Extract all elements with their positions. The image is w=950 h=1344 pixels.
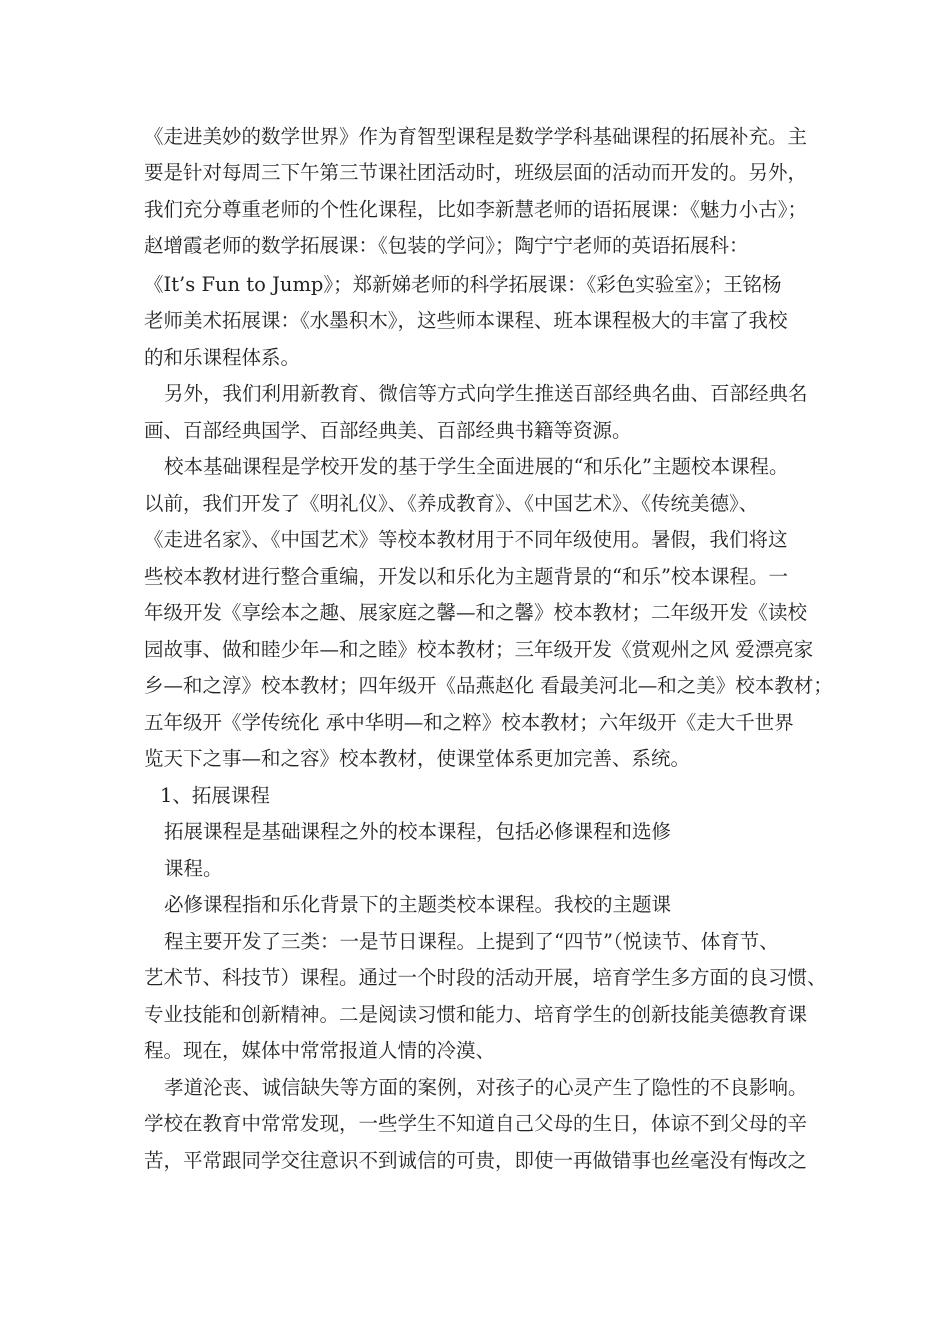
text-line: 园故事、做和睦少年—和之睦》校本教材；三年级开发《赏观州之风 爱漂亮家	[144, 638, 814, 661]
section-heading: 1、拓展课程	[160, 784, 270, 807]
text-line: 以前，我们开发了《明礼仪》、《养成教育》、《中国艺术》、《传统美德》、	[144, 492, 759, 515]
text-line: 校本基础课程是学校开发的基于学生全面进展的“和乐化”主题校本课程。	[164, 455, 789, 478]
text-line: 览天下之事—和之容》校本教材，使课堂体系更加完善、系统。	[144, 747, 691, 770]
text-line: 些校本教材进行整合重编，开发以和乐化为主题背景的“和乐”校本课程。一	[144, 565, 788, 588]
text-line: 苦，平常跟同学交往意识不到诚信的可贵，即使一再做错事也丝毫没有悔改之	[144, 1149, 808, 1172]
text-line: 的和乐课程体系。	[144, 346, 301, 369]
text-line: 年级开发《享绘本之趣、展家庭之馨—和之馨》校本教材；二年级开发《读校	[144, 601, 808, 624]
text-line: 画、百部经典国学、百部经典美、百部经典书籍等资源。	[144, 419, 632, 442]
text-line: 程主要开发了三类：一是节日课程。上提到了“四节”（悦读节、体育节、	[164, 930, 779, 953]
text-line: 孝道沦丧、诚信缺失等方面的案例，对孩子的心灵产生了隐性的不良影响。	[164, 1076, 808, 1099]
text-line: 《走进美妙的数学世界》作为育智型课程是数学学科基础课程的拓展补充。主	[144, 125, 808, 148]
text-line: 《走进名家》、《中国艺术》等校本教材用于不同年级使用。暑假，我们将这	[144, 528, 788, 551]
text-line: 老师美术拓展课：《水墨积木》，这些师本课程、班本课程极大的丰富了我校	[144, 309, 788, 332]
text-line: 我们充分尊重老师的个性化课程，比如李新慧老师的语拓展课：《魅力小古》；	[144, 198, 808, 221]
text-line: 学校在教育中常常发现，一些学生不知道自己父母的生日，体谅不到父母的辛	[144, 1112, 808, 1135]
text-line: 《It’s Fun to Jump》；郑新娣老师的科学拓展课：《彩色实验室》；王铭杨	[144, 273, 782, 296]
text-line: 专业技能和创新精神。二是阅读习惯和能力、培育学生的创新技能美德教育课	[144, 1003, 808, 1026]
text-line: 必修课程指和乐化背景下的主题类校本课程。我校的主题课	[164, 893, 672, 916]
text-line: 五年级开《学传统化 承中华明—和之粹》校本教材；六年级开《走大千世界	[144, 711, 794, 734]
text-line: 赵增霞老师的数学拓展课：《包装的学问》；陶宁宁老师的英语拓展科：	[144, 234, 749, 257]
text-line: 程。现在，媒体中常常报道人情的冷漠、	[144, 1039, 496, 1062]
text-line: 要是针对每周三下午第三节课社团活动时，班级层面的活动而开发的。另外，	[144, 161, 808, 184]
text-line: 拓展课程是基础课程之外的校本课程，包括必修课程和选修	[164, 820, 672, 843]
text-line: 课程。	[164, 857, 223, 880]
text-line: 另外，我们利用新教育、微信等方式向学生推送百部经典名曲、百部经典名	[164, 382, 808, 405]
text-line: 艺术节、科技节）课程。通过一个时段的活动开展，培育学生多方面的良习惯、	[144, 966, 827, 989]
text-line: 乡—和之淳》校本教材；四年级开《品燕赵化 看最美河北—和之美》校本教材；	[144, 674, 833, 697]
